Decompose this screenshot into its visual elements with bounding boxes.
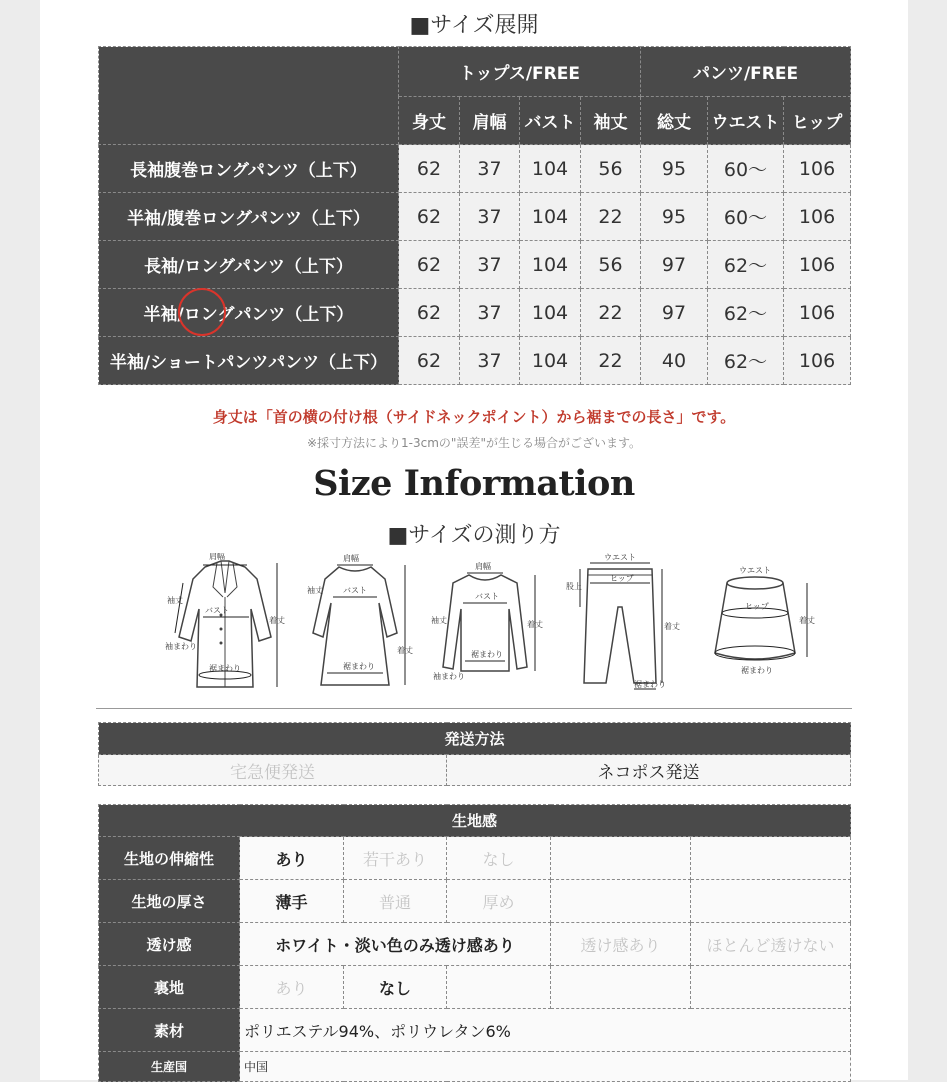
table-cell: 56 <box>581 145 641 193</box>
column-header: 肩幅 <box>460 97 520 145</box>
table-cell: 62 <box>399 241 460 289</box>
size-information-title: Size Information <box>313 463 635 504</box>
table-cell: 22 <box>581 337 641 385</box>
fabric-table <box>98 804 851 1082</box>
label-sleeve-hem: 袖まわり <box>165 642 197 651</box>
table-cell: 104 <box>520 289 581 337</box>
column-header: ウエスト <box>708 97 784 145</box>
long-sleeve-top-diagram-icon <box>425 553 545 693</box>
column-header: 袖丈 <box>581 97 641 145</box>
empty-cell <box>691 966 851 1009</box>
label-rise: 股上 <box>566 582 582 591</box>
column-header: ヒップ <box>784 97 851 145</box>
label-waist: ウエスト <box>604 553 636 562</box>
label-sleeve: 袖丈 <box>307 586 323 595</box>
table-row <box>99 880 851 923</box>
thickness-option-thick: 厚め <box>447 880 551 923</box>
table-cell: 40 <box>641 337 708 385</box>
dress-diagram-icon <box>295 553 415 693</box>
length-definition-note: 身丈は「首の横の付け根（サイドネックポイント）から裾までの長さ」です。 <box>212 408 736 426</box>
measurement-diagrams <box>165 553 825 693</box>
table-cell: 37 <box>460 193 520 241</box>
row-label: 半袖/ショートパンツパンツ（上下） <box>99 337 399 385</box>
size-table-corner <box>99 47 399 145</box>
table-cell: 106 <box>784 145 851 193</box>
label-length: 着丈 <box>397 646 413 655</box>
empty-cell <box>551 837 691 880</box>
table-cell: 97 <box>641 241 708 289</box>
measurement-error-note: ※採寸方法により1-3cmの"誤差"が生じる場合がございます。 <box>306 436 642 450</box>
table-cell: 62 <box>399 337 460 385</box>
label-bust: バスト <box>475 592 499 601</box>
table-row <box>99 966 851 1009</box>
label-shoulder: 肩幅 <box>209 553 225 561</box>
table-row <box>99 1009 851 1052</box>
stretch-option-none: なし <box>447 837 551 880</box>
table-cell: 106 <box>784 193 851 241</box>
material-value: ポリエステル94%、ポリウレタン6% <box>240 1009 851 1052</box>
label-sleeve-hem: 袖まわり <box>433 672 465 681</box>
size-section-title: ■サイズ展開 <box>409 13 539 38</box>
row-label-post: パンツ（上下） <box>234 305 354 325</box>
pants-group-header: パンツ/FREE <box>641 47 851 97</box>
thickness-option-thin: 薄手 <box>240 880 344 923</box>
label-shoulder: 肩幅 <box>343 554 359 563</box>
label-hem: 裾まわり <box>634 680 666 689</box>
table-cell: 37 <box>460 289 520 337</box>
material-label: 素材 <box>99 1009 240 1052</box>
table-cell: 106 <box>784 337 851 385</box>
label-bust: バスト <box>343 586 367 595</box>
lining-option-no: なし <box>344 966 447 1009</box>
table-row <box>99 241 851 289</box>
lining-label: 裏地 <box>99 966 240 1009</box>
empty-cell <box>551 880 691 923</box>
table-cell: 60～ <box>708 193 784 241</box>
measure-section-title: ■サイズの測り方 <box>387 523 561 548</box>
table-cell: 62 <box>399 145 460 193</box>
thickness-label: 生地の厚さ <box>99 880 240 923</box>
label-length: 着丈 <box>269 616 285 625</box>
column-header: 総丈 <box>641 97 708 145</box>
table-cell: 22 <box>581 193 641 241</box>
table-cell: 60～ <box>708 145 784 193</box>
shipping-option-takkyubin: 宅急便発送 <box>99 755 447 786</box>
row-label: 長袖/ロングパンツ（上下） <box>99 241 399 289</box>
table-cell: 104 <box>520 337 581 385</box>
table-cell: 104 <box>520 193 581 241</box>
tops-group-header: トップス/FREE <box>399 47 641 97</box>
table-cell: 97 <box>641 289 708 337</box>
label-hem: 裾まわり <box>209 664 241 673</box>
lining-option-yes: あり <box>240 966 344 1009</box>
row-label: 長袖腹巻ロングパンツ（上下） <box>99 145 399 193</box>
label-hip: ヒップ <box>610 574 634 583</box>
fabric-title: 生地感 <box>99 805 851 837</box>
table-cell: 22 <box>581 289 641 337</box>
column-header: バスト <box>520 97 581 145</box>
label-hem: 裾まわり <box>471 650 503 659</box>
shipping-table <box>98 722 851 786</box>
stretch-label: 生地の伸縮性 <box>99 837 240 880</box>
table-cell: 62～ <box>708 289 784 337</box>
pants-diagram-icon <box>560 553 680 693</box>
label-length: 着丈 <box>527 620 543 629</box>
origin-value: 中国 <box>240 1052 851 1082</box>
origin-label: 生産国 <box>99 1052 240 1082</box>
sheer-label: 透け感 <box>99 923 240 966</box>
table-cell: 106 <box>784 289 851 337</box>
row-label-pre: 半袖/ <box>143 305 184 325</box>
stretch-option-slight: 若干あり <box>344 837 447 880</box>
label-bust: バスト <box>205 606 229 615</box>
product-detail-page <box>40 0 908 1080</box>
table-cell: 37 <box>460 337 520 385</box>
table-cell: 95 <box>641 193 708 241</box>
table-cell: 56 <box>581 241 641 289</box>
table-row <box>99 837 851 880</box>
label-length: 着丈 <box>799 616 815 625</box>
table-row <box>99 193 851 241</box>
table-cell: 106 <box>784 241 851 289</box>
table-cell: 104 <box>520 145 581 193</box>
table-cell: 62 <box>399 289 460 337</box>
highlighted-label-circle: ロング <box>184 300 235 325</box>
label-hem: 裾まわり <box>741 666 773 675</box>
label-hem: 裾まわり <box>343 662 375 671</box>
table-cell: 62 <box>399 193 460 241</box>
empty-cell <box>691 880 851 923</box>
shipping-title: 発送方法 <box>99 723 851 755</box>
skirt-diagram-icon <box>695 553 815 693</box>
table-row <box>99 289 851 337</box>
table-cell: 37 <box>460 241 520 289</box>
label-sleeve: 袖丈 <box>167 596 183 605</box>
empty-cell <box>551 966 691 1009</box>
stretch-option-yes: あり <box>240 837 344 880</box>
table-row <box>99 337 851 385</box>
row-label <box>99 289 399 337</box>
label-waist: ウエスト <box>739 566 771 575</box>
table-row <box>99 1052 851 1082</box>
sheer-option-hardly: ほとんど透けない <box>691 923 851 966</box>
empty-cell <box>447 966 551 1009</box>
sheer-option-sheer: 透け感あり <box>551 923 691 966</box>
label-shoulder: 肩幅 <box>475 562 491 571</box>
size-table <box>98 46 851 385</box>
label-total-length: 着丈 <box>664 622 680 631</box>
coat-diagram-icon <box>165 553 285 693</box>
column-header: 身丈 <box>399 97 460 145</box>
label-sleeve: 袖丈 <box>431 616 447 625</box>
table-cell: 62～ <box>708 337 784 385</box>
table-row <box>99 145 851 193</box>
row-label: 半袖/腹巻ロングパンツ（上下） <box>99 193 399 241</box>
label-hip: ヒップ <box>745 602 769 611</box>
table-cell: 37 <box>460 145 520 193</box>
sheer-option-white-only: ホワイト・淡い色のみ透け感あり <box>240 923 551 966</box>
divider <box>96 708 852 709</box>
table-cell: 62～ <box>708 241 784 289</box>
table-row <box>99 923 851 966</box>
table-cell: 104 <box>520 241 581 289</box>
thickness-option-normal: 普通 <box>344 880 447 923</box>
table-cell: 95 <box>641 145 708 193</box>
empty-cell <box>691 837 851 880</box>
shipping-option-nekopos: ネコポス発送 <box>447 755 851 786</box>
